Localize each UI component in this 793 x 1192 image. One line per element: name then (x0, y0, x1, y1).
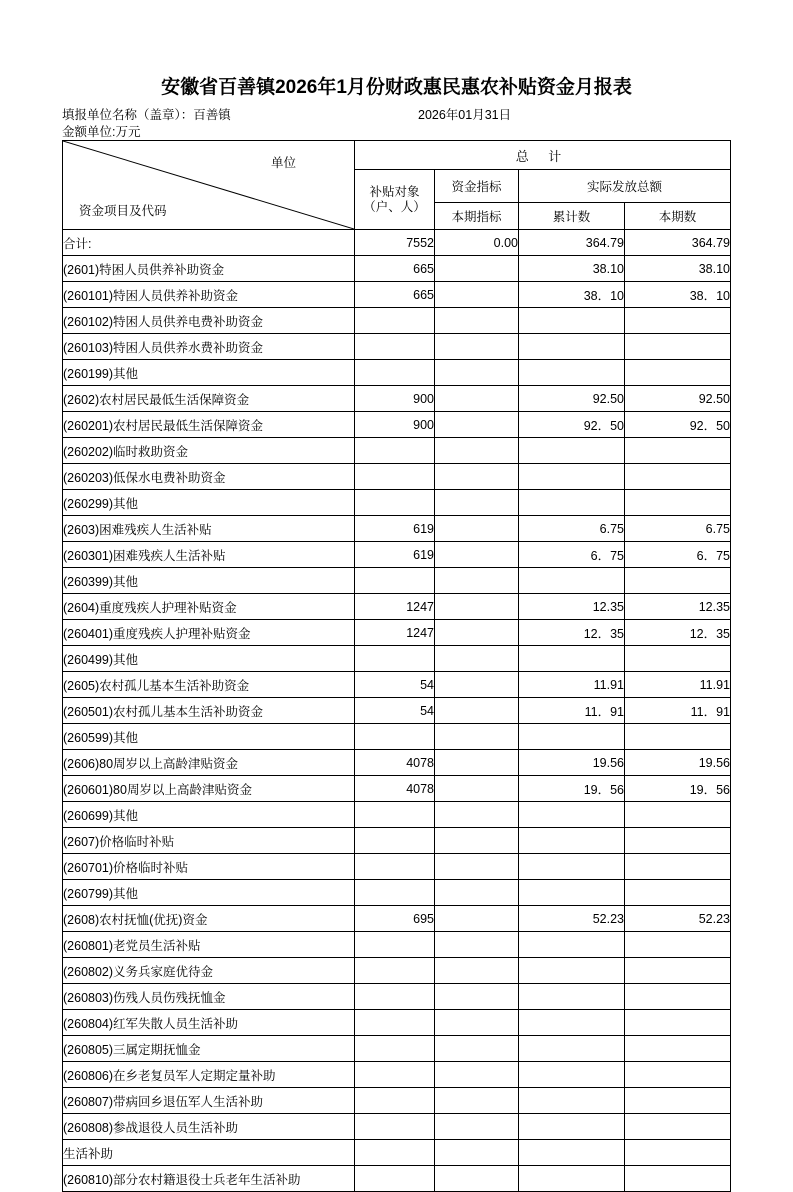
report-date: 2026年01月31日 (418, 108, 512, 122)
cell-current: 52.23 (625, 906, 731, 932)
cell-cumulative: 52.23 (519, 906, 625, 932)
cell-subsidy-object (355, 828, 435, 854)
cell-current-index (435, 620, 519, 646)
row-label: (2607)价格临时补贴 (63, 828, 355, 854)
row-label: (2605)农村孤儿基本生活补助资金 (63, 672, 355, 698)
cell-current-index (435, 412, 519, 438)
table-row (63, 308, 731, 334)
table-row (63, 802, 731, 828)
cell-cumulative: 364.79 (519, 230, 625, 256)
cell-current (625, 360, 731, 386)
cell-current (625, 828, 731, 854)
table-row (63, 1036, 731, 1062)
cell-subsidy-object (355, 646, 435, 672)
cell-current-index (435, 1140, 519, 1166)
cell-current (625, 1062, 731, 1088)
cell-current: 19.56 (625, 750, 731, 776)
cell-current: 38.10 (625, 256, 731, 282)
table-row (63, 542, 731, 568)
row-label: (260808)参战退役人员生活补助 (63, 1114, 355, 1140)
header-total-group: 总 计 (355, 141, 731, 170)
cell-subsidy-object: 695 (355, 906, 435, 932)
subsidy-report-table (62, 140, 731, 1192)
row-label: (2603)困难残疾人生活补贴 (63, 516, 355, 542)
cell-current-index (435, 1010, 519, 1036)
cell-current (625, 1010, 731, 1036)
header-current-index: 本期指标 (435, 203, 519, 230)
cell-current: 12．35 (625, 620, 731, 646)
cell-current-index (435, 1166, 519, 1192)
cell-subsidy-object (355, 464, 435, 490)
cell-current (625, 984, 731, 1010)
cell-current-index (435, 542, 519, 568)
cell-current: 364.79 (625, 230, 731, 256)
cell-cumulative (519, 932, 625, 958)
cell-subsidy-object (355, 1166, 435, 1192)
cell-subsidy-object (355, 854, 435, 880)
cell-current-index (435, 646, 519, 672)
row-label: (260599)其他 (63, 724, 355, 750)
cell-cumulative (519, 490, 625, 516)
header-fund-index: 资金指标 (435, 170, 519, 203)
cell-current (625, 1140, 731, 1166)
row-label: (2606)80周岁以上高龄津贴资金 (63, 750, 355, 776)
cell-subsidy-object: 4078 (355, 750, 435, 776)
cell-cumulative: 92．50 (519, 412, 625, 438)
cell-subsidy-object (355, 334, 435, 360)
cell-current-index (435, 932, 519, 958)
header-actual-total: 实际发放总额 (519, 170, 731, 203)
row-label: (260401)重度残疾人护理补贴资金 (63, 620, 355, 646)
cell-current: 12.35 (625, 594, 731, 620)
cell-current-index (435, 776, 519, 802)
table-row (63, 750, 731, 776)
row-label: (260807)带病回乡退伍军人生活补助 (63, 1088, 355, 1114)
table-row (63, 568, 731, 594)
cell-cumulative (519, 360, 625, 386)
cell-current-index (435, 594, 519, 620)
cell-subsidy-object (355, 958, 435, 984)
row-label: (2604)重度残疾人护理补贴资金 (63, 594, 355, 620)
cell-cumulative (519, 724, 625, 750)
row-label: (260199)其他 (63, 360, 355, 386)
row-label: (260806)在乡老复员军人定期定量补助 (63, 1062, 355, 1088)
row-label: (260799)其他 (63, 880, 355, 906)
cell-current-index (435, 438, 519, 464)
cell-current: 6．75 (625, 542, 731, 568)
table-corner-header (63, 141, 355, 230)
cell-cumulative: 6.75 (519, 516, 625, 542)
header-current: 本期数 (625, 203, 731, 230)
table-row (63, 620, 731, 646)
cell-cumulative (519, 438, 625, 464)
corner-unit-label: 单位 (270, 156, 296, 170)
row-label: (260399)其他 (63, 568, 355, 594)
cell-cumulative (519, 646, 625, 672)
table-row (63, 646, 731, 672)
cell-current-index (435, 490, 519, 516)
cell-current: 92．50 (625, 412, 731, 438)
table-row (63, 386, 731, 412)
cell-current-index (435, 698, 519, 724)
cell-current-index (435, 568, 519, 594)
cell-subsidy-object (355, 802, 435, 828)
row-label: (2608)农村抚恤(优抚)资金 (63, 906, 355, 932)
cell-subsidy-object (355, 1088, 435, 1114)
cell-cumulative: 38．10 (519, 282, 625, 308)
cell-cumulative (519, 464, 625, 490)
cell-current-index (435, 1036, 519, 1062)
table-row (63, 880, 731, 906)
cell-subsidy-object (355, 1036, 435, 1062)
cell-subsidy-object (355, 438, 435, 464)
row-label: (260501)农村孤儿基本生活补助资金 (63, 698, 355, 724)
table-row (63, 516, 731, 542)
table-row (63, 698, 731, 724)
cell-subsidy-object: 619 (355, 542, 435, 568)
table-row (63, 1088, 731, 1114)
table-row (63, 1140, 731, 1166)
cell-cumulative (519, 1114, 625, 1140)
table-row (63, 906, 731, 932)
row-label: (260810)部分农村籍退役士兵老年生活补助 (63, 1166, 355, 1192)
table-row (63, 724, 731, 750)
cell-current (625, 724, 731, 750)
table-row (63, 256, 731, 282)
header-cumulative: 累计数 (519, 203, 625, 230)
cell-cumulative (519, 1166, 625, 1192)
table-row (63, 854, 731, 880)
cell-current: 92.50 (625, 386, 731, 412)
table-row (63, 230, 731, 256)
cell-current-index (435, 906, 519, 932)
cell-cumulative (519, 880, 625, 906)
cell-cumulative (519, 802, 625, 828)
cell-cumulative: 11．91 (519, 698, 625, 724)
cell-current-index (435, 334, 519, 360)
cell-current (625, 1166, 731, 1192)
cell-cumulative (519, 1062, 625, 1088)
cell-current (625, 464, 731, 490)
cell-cumulative: 6．75 (519, 542, 625, 568)
cell-current-index (435, 880, 519, 906)
cell-current (625, 958, 731, 984)
row-label: (260101)特困人员供养补助资金 (63, 282, 355, 308)
cell-current-index (435, 1114, 519, 1140)
cell-current-index (435, 828, 519, 854)
row-label: (260202)临时救助资金 (63, 438, 355, 464)
row-label: (260601)80周岁以上高龄津贴资金 (63, 776, 355, 802)
cell-current (625, 932, 731, 958)
row-label: (260804)红军失散人员生活补助 (63, 1010, 355, 1036)
cell-current (625, 646, 731, 672)
cell-current-index (435, 360, 519, 386)
cell-cumulative: 92.50 (519, 386, 625, 412)
cell-current-index (435, 308, 519, 334)
cell-cumulative (519, 1036, 625, 1062)
cell-current: 11．91 (625, 698, 731, 724)
cell-cumulative (519, 568, 625, 594)
cell-subsidy-object (355, 568, 435, 594)
cell-subsidy-object: 54 (355, 698, 435, 724)
row-label: (260499)其他 (63, 646, 355, 672)
table-row (63, 490, 731, 516)
row-label: (260802)义务兵家庭优待金 (63, 958, 355, 984)
cell-cumulative (519, 1010, 625, 1036)
cell-cumulative (519, 828, 625, 854)
cell-subsidy-object: 1247 (355, 594, 435, 620)
table-row (63, 282, 731, 308)
cell-cumulative (519, 854, 625, 880)
table-body (63, 230, 731, 1192)
table-row (63, 828, 731, 854)
cell-subsidy-object (355, 1140, 435, 1166)
cell-subsidy-object (355, 1010, 435, 1036)
table-row (63, 1062, 731, 1088)
cell-subsidy-object: 665 (355, 282, 435, 308)
cell-cumulative: 11.91 (519, 672, 625, 698)
row-label: (260805)三属定期抚恤金 (63, 1036, 355, 1062)
cell-current (625, 1036, 731, 1062)
row-label: (2602)农村居民最低生活保障资金 (63, 386, 355, 412)
cell-subsidy-object: 665 (355, 256, 435, 282)
cell-cumulative (519, 958, 625, 984)
cell-subsidy-object (355, 490, 435, 516)
cell-current-index (435, 516, 519, 542)
cell-subsidy-object: 1247 (355, 620, 435, 646)
cell-current (625, 438, 731, 464)
row-label: (260301)困难残疾人生活补贴 (63, 542, 355, 568)
cell-subsidy-object: 619 (355, 516, 435, 542)
table-row (63, 438, 731, 464)
row-label: (2601)特困人员供养补助资金 (63, 256, 355, 282)
cell-current (625, 802, 731, 828)
cell-current-index (435, 1062, 519, 1088)
cell-current: 6.75 (625, 516, 731, 542)
cell-current (625, 308, 731, 334)
cell-cumulative (519, 308, 625, 334)
cell-current-index (435, 1088, 519, 1114)
table-row (63, 1114, 731, 1140)
row-label: (260299)其他 (63, 490, 355, 516)
cell-current-index (435, 750, 519, 776)
cell-subsidy-object: 54 (355, 672, 435, 698)
cell-current (625, 880, 731, 906)
table-row (63, 984, 731, 1010)
cell-current-index (435, 672, 519, 698)
cell-current-index (435, 958, 519, 984)
cell-current-index (435, 464, 519, 490)
table-row (63, 932, 731, 958)
cell-cumulative: 38.10 (519, 256, 625, 282)
table-row (63, 776, 731, 802)
table-row (63, 464, 731, 490)
cell-current (625, 568, 731, 594)
row-label: (260701)价格临时补贴 (63, 854, 355, 880)
table-row (63, 360, 731, 386)
cell-subsidy-object (355, 360, 435, 386)
cell-current (625, 490, 731, 516)
amount-unit-label: 金额单位:万元 (62, 125, 141, 139)
row-label: 生活补助 (63, 1140, 355, 1166)
cell-subsidy-object: 900 (355, 412, 435, 438)
cell-cumulative (519, 334, 625, 360)
cell-subsidy-object: 900 (355, 386, 435, 412)
cell-subsidy-object (355, 308, 435, 334)
cell-cumulative: 19．56 (519, 776, 625, 802)
header-subsidy-object: 补贴对象（户、人） (355, 170, 435, 230)
row-label: (260803)伤残人员伤残抚恤金 (63, 984, 355, 1010)
reporting-unit-label: 填报单位名称（盖章）：百善镇 (62, 108, 231, 122)
cell-current-index (435, 724, 519, 750)
cell-current-index (435, 984, 519, 1010)
cell-subsidy-object (355, 984, 435, 1010)
row-label: 合计: (63, 230, 355, 256)
row-label: (260699)其他 (63, 802, 355, 828)
cell-subsidy-object (355, 724, 435, 750)
cell-current-index (435, 802, 519, 828)
cell-cumulative (519, 1088, 625, 1114)
cell-current (625, 334, 731, 360)
table-row (63, 334, 731, 360)
cell-current-index (435, 386, 519, 412)
table-row (63, 958, 731, 984)
row-label: (260102)特困人员供养电费补助资金 (63, 308, 355, 334)
table-row (63, 1010, 731, 1036)
cell-subsidy-object (355, 932, 435, 958)
table-row (63, 594, 731, 620)
cell-current: 11.91 (625, 672, 731, 698)
row-label: (260801)老党员生活补贴 (63, 932, 355, 958)
cell-current (625, 1088, 731, 1114)
cell-current-index (435, 256, 519, 282)
cell-cumulative: 19.56 (519, 750, 625, 776)
row-label: (260103)特困人员供养水费补助资金 (63, 334, 355, 360)
corner-item-label: 资金项目及代码 (79, 204, 167, 218)
cell-cumulative: 12.35 (519, 594, 625, 620)
row-label: (260203)低保水电费补助资金 (63, 464, 355, 490)
cell-current-index: 0.00 (435, 230, 519, 256)
row-label: (260201)农村居民最低生活保障资金 (63, 412, 355, 438)
cell-current: 38．10 (625, 282, 731, 308)
cell-cumulative (519, 984, 625, 1010)
table-row (63, 412, 731, 438)
cell-cumulative (519, 1140, 625, 1166)
cell-current (625, 854, 731, 880)
cell-subsidy-object (355, 1114, 435, 1140)
cell-current-index (435, 282, 519, 308)
page-title: 安徽省百善镇2026年1月份财政惠民惠农补贴资金月报表 (161, 77, 632, 98)
cell-current: 19．56 (625, 776, 731, 802)
table-row (63, 672, 731, 698)
cell-subsidy-object: 4078 (355, 776, 435, 802)
cell-current (625, 1114, 731, 1140)
cell-current-index (435, 854, 519, 880)
cell-subsidy-object (355, 1062, 435, 1088)
cell-subsidy-object: 7552 (355, 230, 435, 256)
cell-subsidy-object (355, 880, 435, 906)
table-row (63, 1166, 731, 1192)
cell-cumulative: 12．35 (519, 620, 625, 646)
